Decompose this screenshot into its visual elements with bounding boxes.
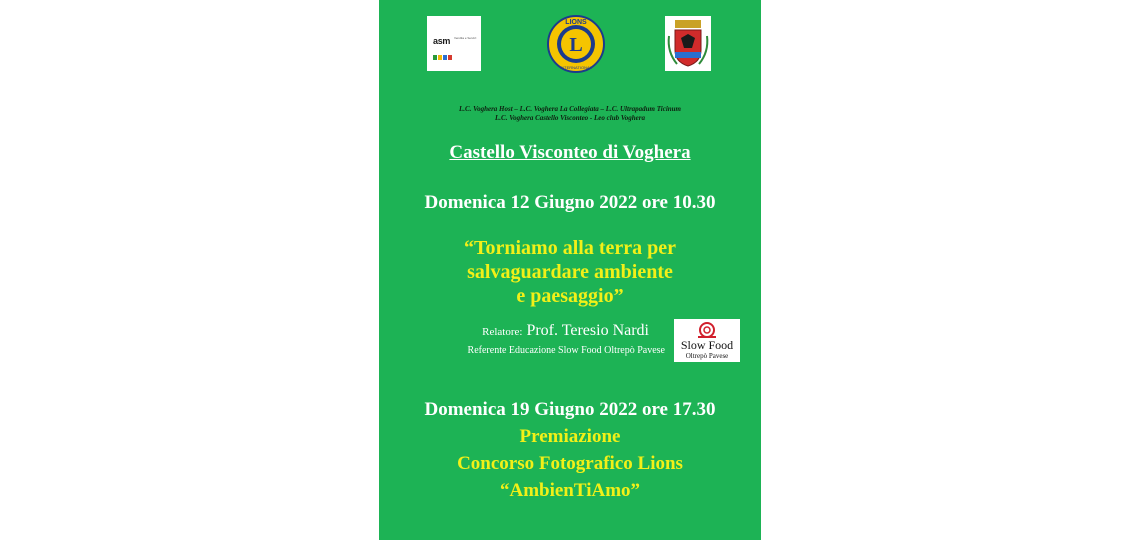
venue-heading: Castello Visconteo di Voghera (449, 142, 691, 163)
asm-logo-mark: asm (433, 36, 451, 46)
lions-logo-letter: L (569, 34, 583, 56)
asm-logo (427, 16, 481, 71)
event-poster (379, 0, 761, 540)
event2-line: “AmbienTiAmo” (499, 480, 641, 501)
speaker-line (482, 322, 649, 340)
lions-logo-ring-text: INTERNATIONAL (560, 65, 592, 70)
event2-date: Domenica 19 Giugno 2022 ore 17.30 (424, 399, 716, 420)
slow-food-logo (674, 319, 740, 362)
voghera-crest-logo (665, 16, 711, 71)
event1-title-line: salvaguardare ambiente (467, 261, 673, 283)
organizing-clubs-line-1: L.C. Voghera Host – L.C. Voghera La Collegiata – L.C. Ultrapadum Ticinum (458, 105, 681, 113)
lions-international-logo (546, 14, 606, 74)
speaker-label: Relatore: (482, 326, 523, 338)
lions-logo-name: LIONS (565, 19, 587, 26)
speaker-name: Prof. Teresio Nardi (526, 322, 649, 339)
event1-date: Domenica 12 Giugno 2022 ore 10.30 (424, 192, 716, 213)
organizing-clubs-line-2: L.C. Voghera Castello Visconteo - Leo club Voghera (495, 114, 645, 122)
event1-title-line: e paesaggio” (516, 285, 624, 307)
asm-logo-stripes (433, 47, 453, 65)
slow-food-area: Oltrepò Pavese (685, 352, 729, 360)
snail-icon (696, 321, 718, 338)
coat-of-arms-icon (665, 16, 711, 71)
speaker-role: Referente Educazione Slow Food Oltrepò Pavese (467, 345, 665, 356)
slow-food-brand: Slow Food (680, 338, 734, 352)
asm-logo-tagline: Vendita e Servizi (454, 36, 477, 40)
event2-line: Premiazione (519, 426, 621, 447)
event2-line: Concorso Fotografico Lions (457, 453, 683, 474)
event1-title-line: “Torniamo alla terra per (463, 237, 676, 259)
